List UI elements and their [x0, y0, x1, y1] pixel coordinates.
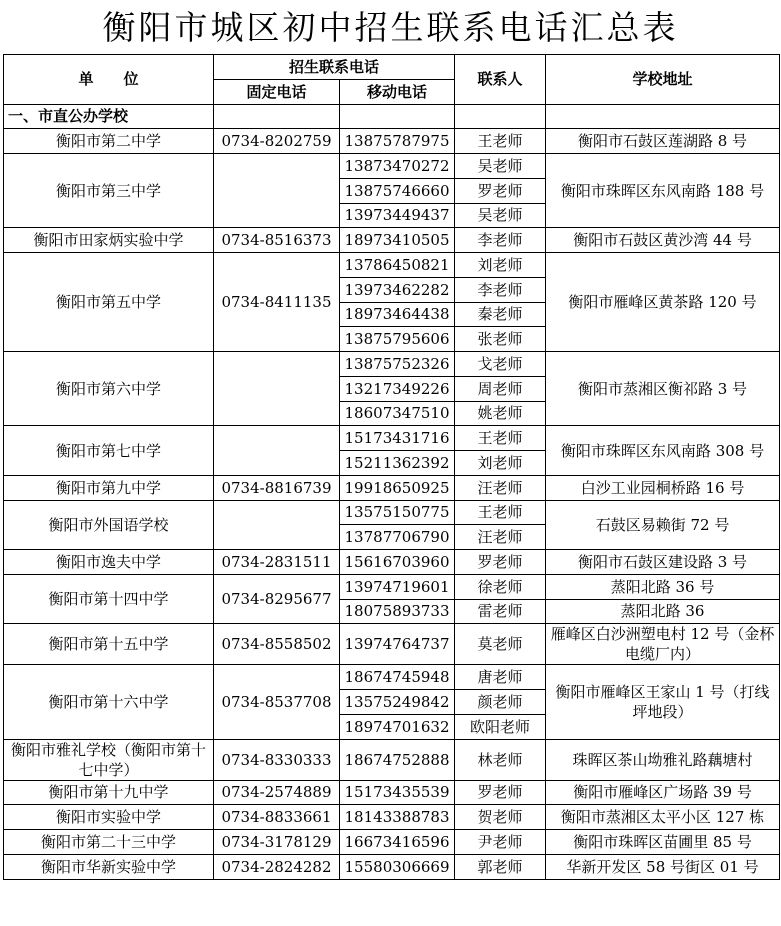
table-row — [4, 739, 780, 780]
school-name: 衡阳市田家炳实验中学 — [4, 228, 214, 253]
fixed-phone: 0734-8295677 — [214, 574, 340, 624]
contact-person: 罗老师 — [455, 178, 546, 203]
table-row — [4, 154, 780, 179]
fixed-phone — [214, 154, 340, 228]
contact-person: 颜老师 — [455, 690, 546, 715]
mobile-phone: 13875787975 — [340, 129, 455, 154]
contact-person: 欧阳老师 — [455, 714, 546, 739]
contact-person: 徐老师 — [455, 574, 546, 599]
school-name: 衡阳市第二十三中学 — [4, 830, 214, 855]
contact-person: 戈老师 — [455, 352, 546, 377]
mobile-phone: 18674752888 — [340, 739, 455, 780]
mobile-phone: 13875752326 — [340, 352, 455, 377]
school-address: 衡阳市珠晖区苗圃里 85 号 — [546, 830, 780, 855]
school-name: 衡阳市逸夫中学 — [4, 550, 214, 575]
contact-person: 罗老师 — [455, 780, 546, 805]
mobile-phone: 13974719601 — [340, 574, 455, 599]
school-name: 衡阳市第十六中学 — [4, 665, 214, 739]
school-name: 衡阳市第十九中学 — [4, 780, 214, 805]
mobile-phone: 18607347510 — [340, 401, 455, 426]
contact-person: 莫老师 — [455, 624, 546, 665]
school-address: 蒸阳北路 36 — [546, 599, 780, 624]
school-name: 衡阳市第十四中学 — [4, 574, 214, 624]
table-row — [4, 352, 780, 377]
school-name: 衡阳市雅礼学校（衡阳市第十七中学） — [4, 739, 214, 780]
school-address: 衡阳市石鼓区莲湖路 8 号 — [546, 129, 780, 154]
fixed-phone: 0734-8516373 — [214, 228, 340, 253]
school-address: 衡阳市珠晖区东风南路 188 号 — [546, 154, 780, 228]
contact-person: 王老师 — [455, 500, 546, 525]
school-address: 白沙工业园桐桥路 16 号 — [546, 475, 780, 500]
mobile-phone: 18973410505 — [340, 228, 455, 253]
mobile-phone: 15173435539 — [340, 780, 455, 805]
mobile-phone: 18075893733 — [340, 599, 455, 624]
mobile-phone: 15211362392 — [340, 451, 455, 476]
mobile-phone: 13786450821 — [340, 253, 455, 278]
table-row — [4, 426, 780, 451]
mobile-phone: 18973464438 — [340, 302, 455, 327]
school-name: 衡阳市第十五中学 — [4, 624, 214, 665]
section-header: 一、市直公办学校 — [4, 104, 214, 129]
mobile-phone: 13875795606 — [340, 327, 455, 352]
school-name: 衡阳市第六中学 — [4, 352, 214, 426]
mobile-phone: 13973462282 — [340, 277, 455, 302]
table-body — [4, 104, 780, 879]
mobile-phone: 13974764737 — [340, 624, 455, 665]
school-address: 衡阳市蒸湘区太平小区 127 栋 — [546, 805, 780, 830]
mobile-phone: 13973449437 — [340, 203, 455, 228]
mobile-phone: 18974701632 — [340, 714, 455, 739]
school-address: 石鼓区易赖街 72 号 — [546, 500, 780, 550]
mobile-phone: 18143388783 — [340, 805, 455, 830]
table-row — [4, 805, 780, 830]
header-contact: 联系人 — [455, 55, 546, 105]
header-address: 学校地址 — [546, 55, 780, 105]
header-phone-group: 招生联系电话 — [214, 55, 455, 80]
fixed-phone — [214, 352, 340, 426]
contact-person: 雷老师 — [455, 599, 546, 624]
page-title: 衡阳市城区初中招生联系电话汇总表 — [102, 8, 679, 47]
school-name: 衡阳市第七中学 — [4, 426, 214, 476]
fixed-phone: 0734-8202759 — [214, 129, 340, 154]
mobile-phone: 19918650925 — [340, 475, 455, 500]
header-mobile-phone: 移动电话 — [340, 79, 455, 104]
school-name: 衡阳市第九中学 — [4, 475, 214, 500]
contact-person: 王老师 — [455, 426, 546, 451]
contact-person: 刘老师 — [455, 451, 546, 476]
fixed-phone: 0734-2574889 — [214, 780, 340, 805]
table-row — [4, 500, 780, 525]
school-address: 珠晖区茶山坳雅礼路藕塘村 — [546, 739, 780, 780]
fixed-phone: 0734-2824282 — [214, 854, 340, 879]
school-name: 衡阳市华新实验中学 — [4, 854, 214, 879]
fixed-phone: 0734-8558502 — [214, 624, 340, 665]
fixed-phone — [214, 426, 340, 476]
contact-person: 周老师 — [455, 376, 546, 401]
contact-person: 吴老师 — [455, 154, 546, 179]
mobile-phone: 13575249842 — [340, 690, 455, 715]
contact-person: 郭老师 — [455, 854, 546, 879]
table-row — [4, 830, 780, 855]
contact-person: 王老师 — [455, 129, 546, 154]
school-name: 衡阳市第五中学 — [4, 253, 214, 352]
table-row — [4, 780, 780, 805]
table-row — [4, 550, 780, 575]
contact-person: 贺老师 — [455, 805, 546, 830]
contact-person: 汪老师 — [455, 525, 546, 550]
school-address: 衡阳市雁峰区王家山 1 号（打线坪地段） — [546, 665, 780, 739]
school-address: 雁峰区白沙洲塑电村 12 号（金杯电缆厂内） — [546, 624, 780, 665]
school-address: 衡阳市蒸湘区衡祁路 3 号 — [546, 352, 780, 426]
school-address: 衡阳市雁峰区黄茶路 120 号 — [546, 253, 780, 352]
fixed-phone: 0734-3178129 — [214, 830, 340, 855]
fixed-phone — [214, 500, 340, 550]
mobile-phone: 15580306669 — [340, 854, 455, 879]
header-fixed-phone: 固定电话 — [214, 79, 340, 104]
school-name: 衡阳市第三中学 — [4, 154, 214, 228]
school-address: 衡阳市雁峰区广场路 39 号 — [546, 780, 780, 805]
fixed-phone: 0734-8833661 — [214, 805, 340, 830]
contact-person: 秦老师 — [455, 302, 546, 327]
school-address: 华新开发区 58 号街区 01 号 — [546, 854, 780, 879]
school-address: 蒸阳北路 36 号 — [546, 574, 780, 599]
header-unit: 单 位 — [4, 55, 214, 105]
mobile-phone: 13787706790 — [340, 525, 455, 550]
mobile-phone: 18674745948 — [340, 665, 455, 690]
school-address: 衡阳市石鼓区建设路 3 号 — [546, 550, 780, 575]
contact-person: 汪老师 — [455, 475, 546, 500]
contact-person: 林老师 — [455, 739, 546, 780]
contact-person: 唐老师 — [455, 665, 546, 690]
mobile-phone: 13875746660 — [340, 178, 455, 203]
school-address: 衡阳市珠晖区东风南路 308 号 — [546, 426, 780, 476]
school-name: 衡阳市外国语学校 — [4, 500, 214, 550]
fixed-phone: 0734-8330333 — [214, 739, 340, 780]
contact-table — [3, 54, 780, 880]
school-name: 衡阳市第二中学 — [4, 129, 214, 154]
contact-person: 罗老师 — [455, 550, 546, 575]
school-address: 衡阳市石鼓区黄沙湾 44 号 — [546, 228, 780, 253]
mobile-phone: 15616703960 — [340, 550, 455, 575]
fixed-phone: 0734-8537708 — [214, 665, 340, 739]
table-row — [4, 253, 780, 278]
contact-person: 吴老师 — [455, 203, 546, 228]
mobile-phone: 16673416596 — [340, 830, 455, 855]
contact-person: 李老师 — [455, 277, 546, 302]
table-row — [4, 475, 780, 500]
table-row — [4, 228, 780, 253]
table-row — [4, 574, 780, 599]
fixed-phone: 0734-8411135 — [214, 253, 340, 352]
table-row — [4, 854, 780, 879]
mobile-phone: 15173431716 — [340, 426, 455, 451]
table-row — [4, 624, 780, 665]
mobile-phone: 13575150775 — [340, 500, 455, 525]
contact-person: 张老师 — [455, 327, 546, 352]
mobile-phone: 13217349226 — [340, 376, 455, 401]
school-name: 衡阳市实验中学 — [4, 805, 214, 830]
contact-person: 姚老师 — [455, 401, 546, 426]
fixed-phone: 0734-8816739 — [214, 475, 340, 500]
fixed-phone: 0734-2831511 — [214, 550, 340, 575]
contact-person: 尹老师 — [455, 830, 546, 855]
table-row — [4, 129, 780, 154]
contact-person: 刘老师 — [455, 253, 546, 278]
table-row — [4, 665, 780, 690]
mobile-phone: 13873470272 — [340, 154, 455, 179]
contact-person: 李老师 — [455, 228, 546, 253]
